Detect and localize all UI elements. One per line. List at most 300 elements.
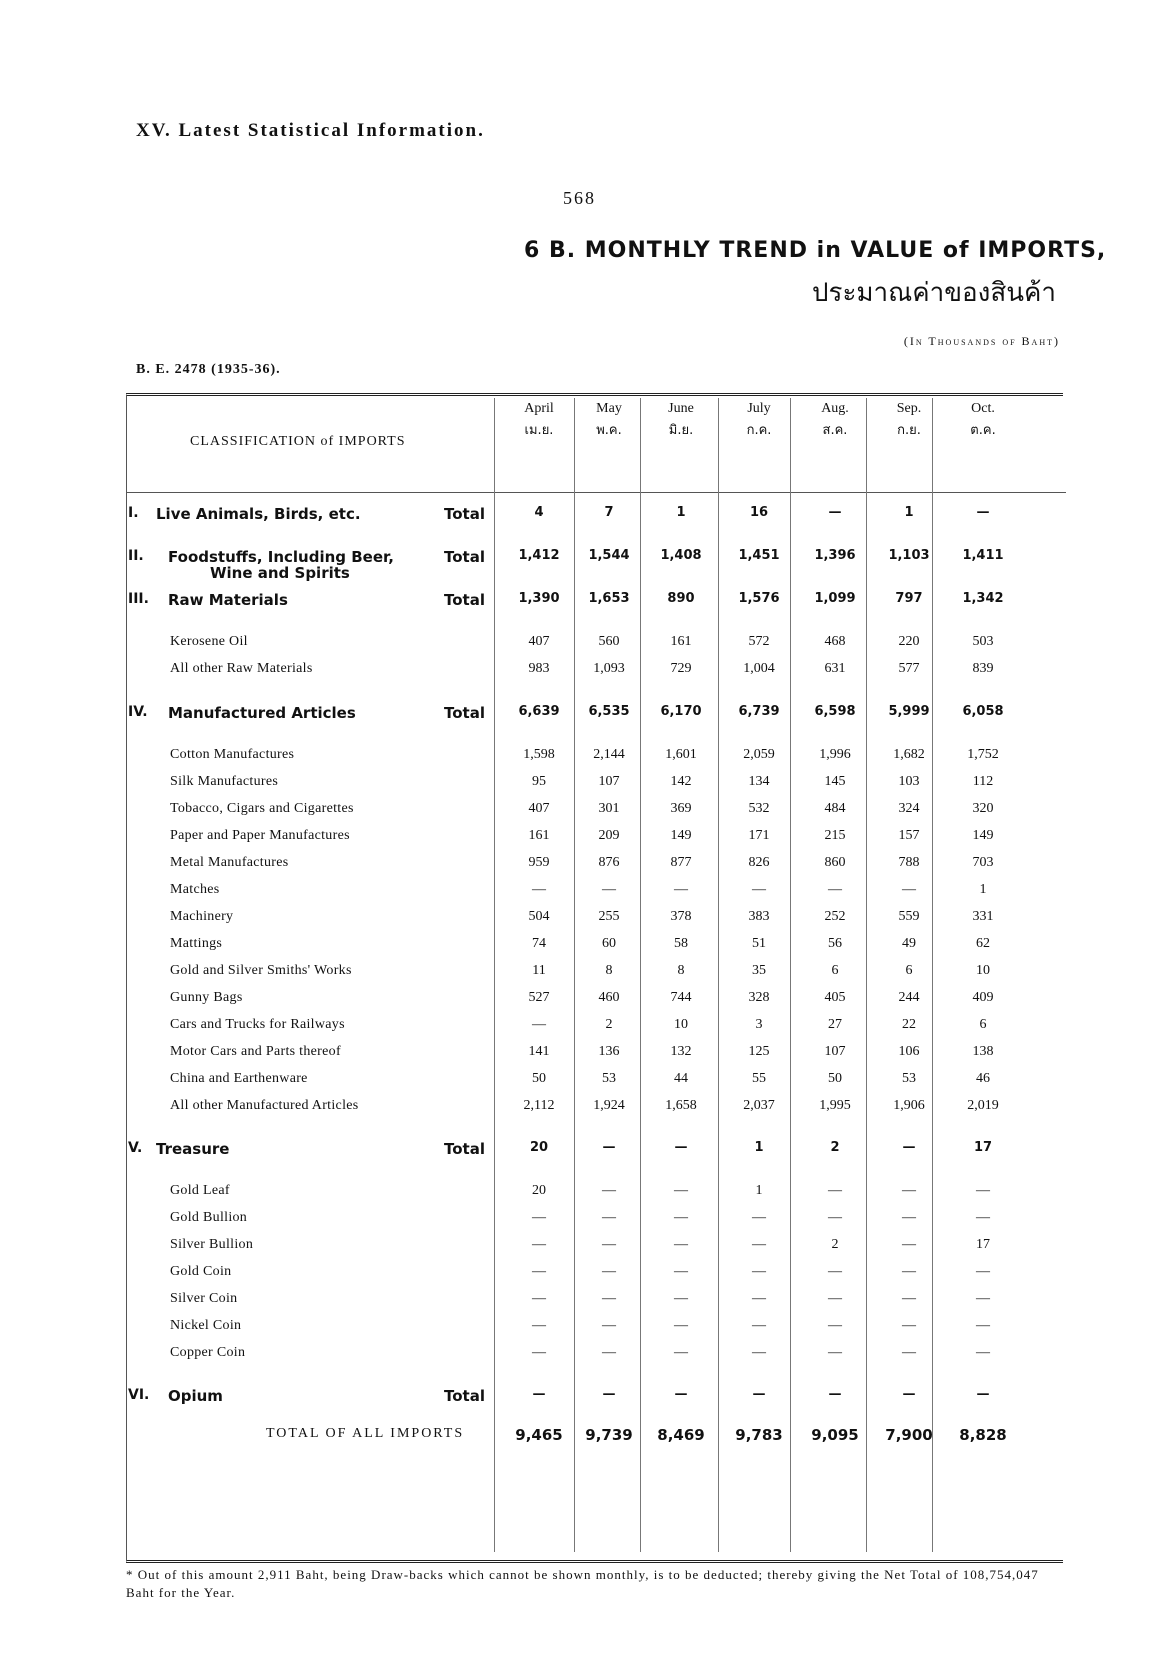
value-cell: 2,019 bbox=[967, 1098, 999, 1113]
value-cell: 1,451 bbox=[738, 548, 780, 563]
value-cell: 890 bbox=[667, 591, 695, 606]
value-cell: — bbox=[752, 882, 766, 897]
total-tag: Total bbox=[444, 1387, 485, 1405]
table-row bbox=[126, 747, 1066, 775]
table-row bbox=[126, 1291, 1066, 1319]
value-cell: 407 bbox=[528, 801, 550, 816]
column-rule bbox=[494, 398, 495, 1552]
month-header bbox=[642, 398, 720, 442]
value-cell: 74 bbox=[532, 936, 546, 951]
value-cell: 138 bbox=[972, 1044, 994, 1059]
total-tag: Total bbox=[444, 591, 485, 609]
value-cell: — bbox=[976, 1210, 990, 1225]
value-cell: 44 bbox=[674, 1071, 688, 1086]
value-cell: 839 bbox=[972, 661, 994, 676]
value-cell: — bbox=[828, 1264, 842, 1279]
value-cell: 328 bbox=[748, 990, 770, 1005]
value-cell: 35 bbox=[752, 963, 766, 978]
value-cell: 252 bbox=[824, 909, 846, 924]
group-total-row bbox=[126, 1387, 1066, 1415]
item-label: Silk Manufactures bbox=[170, 774, 279, 789]
value-cell: 51 bbox=[752, 936, 766, 951]
value-cell: 10 bbox=[976, 963, 990, 978]
item-label: All other Manufactured Articles bbox=[170, 1098, 359, 1113]
value-cell: 6 bbox=[979, 1017, 987, 1032]
group-label: Treasure bbox=[156, 1140, 230, 1158]
value-cell: 46 bbox=[976, 1071, 990, 1086]
table-row bbox=[126, 828, 1066, 856]
value-cell: — bbox=[976, 1387, 990, 1402]
value-cell: 1,103 bbox=[888, 548, 930, 563]
item-label: Motor Cars and Parts thereof bbox=[170, 1044, 341, 1059]
value-cell: 744 bbox=[670, 990, 692, 1005]
value-cell: 1,906 bbox=[893, 1098, 925, 1113]
value-cell: 1,412 bbox=[518, 548, 560, 563]
value-cell: 1,408 bbox=[660, 548, 702, 563]
value-cell: 16 bbox=[749, 505, 769, 520]
value-cell: 1,544 bbox=[588, 548, 630, 563]
value-cell: — bbox=[902, 1183, 916, 1198]
table-row bbox=[126, 1017, 1066, 1045]
value-cell: — bbox=[602, 1264, 616, 1279]
value-cell: 22 bbox=[902, 1017, 916, 1032]
value-cell: 134 bbox=[748, 774, 770, 789]
month-name-thai: เม.ย. bbox=[524, 423, 554, 438]
value-cell: — bbox=[828, 1183, 842, 1198]
value-cell: — bbox=[602, 1291, 616, 1306]
value-cell: — bbox=[828, 1210, 842, 1225]
value-cell: — bbox=[752, 1318, 766, 1333]
value-cell: 20 bbox=[529, 1140, 549, 1155]
value-cell: — bbox=[674, 1387, 688, 1402]
column-rule bbox=[790, 398, 791, 1552]
value-cell: 2 bbox=[605, 1017, 613, 1032]
value-cell: 55 bbox=[752, 1071, 766, 1086]
value-cell: — bbox=[976, 1345, 990, 1360]
value-cell: 209 bbox=[598, 828, 620, 843]
value-cell: 1,996 bbox=[819, 747, 851, 762]
value-cell: 255 bbox=[598, 909, 620, 924]
thai-title: ประมาณค่าของสินค้า bbox=[811, 278, 1056, 308]
value-cell: 3 bbox=[755, 1017, 763, 1032]
value-cell: 301 bbox=[598, 801, 620, 816]
value-cell: 1 bbox=[754, 1140, 764, 1155]
value-cell: 504 bbox=[528, 909, 550, 924]
value-cell: 2,144 bbox=[593, 747, 625, 762]
value-cell: — bbox=[532, 882, 546, 897]
value-cell: 2 bbox=[831, 1237, 839, 1252]
month-header bbox=[944, 398, 1022, 442]
value-cell: — bbox=[828, 1345, 842, 1360]
value-cell: 141 bbox=[528, 1044, 550, 1059]
column-rule bbox=[932, 398, 933, 1552]
value-cell: 788 bbox=[898, 855, 920, 870]
table-row bbox=[126, 661, 1066, 689]
value-cell: 49 bbox=[902, 936, 916, 951]
value-cell: 6 bbox=[831, 963, 839, 978]
value-cell: — bbox=[902, 1345, 916, 1360]
value-cell: — bbox=[976, 1291, 990, 1306]
item-label: Gunny Bags bbox=[170, 990, 243, 1005]
value-cell: — bbox=[902, 1291, 916, 1306]
section-title: XV. Latest Statistical Information. bbox=[136, 120, 485, 141]
value-cell: — bbox=[828, 882, 842, 897]
table-row bbox=[126, 936, 1066, 964]
value-cell: — bbox=[602, 1318, 616, 1333]
value-cell: 6,639 bbox=[518, 704, 560, 719]
value-cell: 1,924 bbox=[593, 1098, 625, 1113]
value-cell: 8,828 bbox=[959, 1426, 1007, 1444]
table-row bbox=[126, 801, 1066, 829]
value-cell: 17 bbox=[973, 1140, 993, 1155]
value-cell: 62 bbox=[976, 936, 990, 951]
value-cell: — bbox=[902, 1318, 916, 1333]
value-cell: 383 bbox=[748, 909, 770, 924]
value-cell: 577 bbox=[898, 661, 920, 676]
value-cell: — bbox=[828, 1387, 842, 1402]
grand-total-label: TOTAL OF ALL IMPORTS bbox=[266, 1426, 465, 1441]
value-cell: 826 bbox=[748, 855, 770, 870]
month-name-thai: ส.ค. bbox=[822, 423, 848, 438]
value-cell: 2,059 bbox=[743, 747, 775, 762]
table-row bbox=[126, 1044, 1066, 1072]
value-cell: — bbox=[602, 882, 616, 897]
value-cell: 244 bbox=[898, 990, 920, 1005]
month-name: April bbox=[524, 401, 554, 416]
value-cell: 8 bbox=[677, 963, 685, 978]
value-cell: — bbox=[828, 1318, 842, 1333]
value-cell: — bbox=[602, 1237, 616, 1252]
value-cell: 369 bbox=[670, 801, 692, 816]
total-tag: Total bbox=[444, 505, 485, 523]
column-rule bbox=[640, 398, 641, 1552]
value-cell: 503 bbox=[972, 634, 994, 649]
table-row bbox=[126, 774, 1066, 802]
header-rule bbox=[126, 492, 1066, 493]
group-number: II. bbox=[128, 548, 144, 564]
value-cell: 4 bbox=[534, 505, 544, 520]
month-header bbox=[500, 398, 578, 442]
value-cell: 729 bbox=[670, 661, 692, 676]
value-cell: 161 bbox=[528, 828, 550, 843]
value-cell: 1,342 bbox=[962, 591, 1004, 606]
value-cell: — bbox=[674, 1237, 688, 1252]
value-cell: 50 bbox=[532, 1071, 546, 1086]
table-row bbox=[126, 990, 1066, 1018]
value-cell: — bbox=[674, 1318, 688, 1333]
month-header bbox=[796, 398, 874, 442]
value-cell: 559 bbox=[898, 909, 920, 924]
item-label: Paper and Paper Manufactures bbox=[170, 828, 350, 843]
value-cell: — bbox=[902, 882, 916, 897]
value-cell: 703 bbox=[972, 855, 994, 870]
value-cell: 58 bbox=[674, 936, 688, 951]
value-cell: — bbox=[674, 1210, 688, 1225]
value-cell: — bbox=[674, 1291, 688, 1306]
group-label: Raw Materials bbox=[168, 591, 288, 609]
group-total-row bbox=[126, 1140, 1066, 1168]
group-total-row bbox=[126, 591, 1066, 619]
item-label: Silver Bullion bbox=[170, 1237, 254, 1252]
value-cell: — bbox=[976, 1264, 990, 1279]
value-cell: 959 bbox=[528, 855, 550, 870]
value-cell: 484 bbox=[824, 801, 846, 816]
value-cell: 860 bbox=[824, 855, 846, 870]
value-cell: 532 bbox=[748, 801, 770, 816]
value-cell: 107 bbox=[598, 774, 620, 789]
value-cell: 53 bbox=[902, 1071, 916, 1086]
value-cell: 1 bbox=[904, 505, 914, 520]
group-label: Foodstuffs, Including Beer, bbox=[168, 548, 394, 566]
table-row bbox=[126, 1098, 1066, 1126]
value-cell: — bbox=[602, 1210, 616, 1225]
month-header bbox=[870, 398, 948, 442]
month-name: Oct. bbox=[971, 401, 995, 416]
value-cell: — bbox=[976, 1183, 990, 1198]
value-cell: 1 bbox=[676, 505, 686, 520]
item-label: All other Raw Materials bbox=[170, 661, 313, 676]
item-label: Machinery bbox=[170, 909, 234, 924]
value-cell: — bbox=[752, 1387, 766, 1402]
item-label: Gold and Silver Smiths' Works bbox=[170, 963, 352, 978]
month-name: May bbox=[596, 401, 622, 416]
grand-total-row bbox=[126, 1426, 1066, 1454]
value-cell: 460 bbox=[598, 990, 620, 1005]
value-cell: 320 bbox=[972, 801, 994, 816]
value-cell: 6,058 bbox=[962, 704, 1004, 719]
value-cell: 331 bbox=[972, 909, 994, 924]
value-cell: 149 bbox=[972, 828, 994, 843]
value-cell: 7 bbox=[604, 505, 614, 520]
value-cell: 103 bbox=[898, 774, 920, 789]
value-cell: 1,390 bbox=[518, 591, 560, 606]
value-cell: 1,752 bbox=[967, 747, 999, 762]
value-cell: — bbox=[828, 1291, 842, 1306]
value-cell: 1,653 bbox=[588, 591, 630, 606]
group-number: IV. bbox=[128, 704, 148, 720]
year-label: B. E. 2478 (1935-36). bbox=[136, 362, 281, 377]
table-row bbox=[126, 1183, 1066, 1211]
item-label: Metal Manufactures bbox=[170, 855, 289, 870]
value-cell: 797 bbox=[895, 591, 923, 606]
value-cell: 6,598 bbox=[814, 704, 856, 719]
value-cell: — bbox=[602, 1140, 616, 1155]
column-rule bbox=[866, 398, 867, 1552]
item-label: Gold Leaf bbox=[170, 1183, 230, 1198]
value-cell: — bbox=[902, 1264, 916, 1279]
group-label: Manufactured Articles bbox=[168, 704, 356, 722]
value-cell: 10 bbox=[674, 1017, 688, 1032]
value-cell: 407 bbox=[528, 634, 550, 649]
value-cell: 136 bbox=[598, 1044, 620, 1059]
value-cell: — bbox=[674, 1183, 688, 1198]
value-cell: 20 bbox=[532, 1183, 546, 1198]
month-name: July bbox=[747, 401, 771, 416]
value-cell: 106 bbox=[898, 1044, 920, 1059]
value-cell: — bbox=[532, 1237, 546, 1252]
value-cell: 53 bbox=[602, 1071, 616, 1086]
total-tag: Total bbox=[444, 704, 485, 722]
value-cell: 5,999 bbox=[888, 704, 930, 719]
value-cell: 27 bbox=[828, 1017, 842, 1032]
value-cell: — bbox=[532, 1387, 546, 1402]
month-name: Aug. bbox=[821, 401, 849, 416]
table-row bbox=[126, 1345, 1066, 1373]
value-cell: 95 bbox=[532, 774, 546, 789]
item-label: Matches bbox=[170, 882, 220, 897]
value-cell: 405 bbox=[824, 990, 846, 1005]
column-rule bbox=[574, 398, 575, 1552]
group-number: I. bbox=[128, 505, 139, 521]
value-cell: 1,411 bbox=[962, 548, 1004, 563]
month-header bbox=[570, 398, 648, 442]
value-cell: — bbox=[902, 1210, 916, 1225]
value-cell: — bbox=[976, 1318, 990, 1333]
value-cell: — bbox=[674, 1264, 688, 1279]
item-label: Silver Coin bbox=[170, 1291, 238, 1306]
value-cell: 1,004 bbox=[743, 661, 775, 676]
table-title: 6 B. MONTHLY TREND in VALUE of IMPORTS, bbox=[524, 238, 1107, 263]
month-name-thai: มิ.ย. bbox=[668, 423, 694, 438]
classification-header: CLASSIFICATION of IMPORTS bbox=[190, 434, 406, 449]
table-row bbox=[126, 909, 1066, 937]
month-name: Sep. bbox=[896, 401, 922, 416]
value-cell: 2,037 bbox=[743, 1098, 775, 1113]
value-cell: 1,099 bbox=[814, 591, 856, 606]
item-label: Copper Coin bbox=[170, 1345, 246, 1360]
table-row bbox=[126, 855, 1066, 883]
group-total-row bbox=[126, 505, 1066, 533]
value-cell: 2,112 bbox=[523, 1098, 555, 1113]
value-cell: 1,598 bbox=[523, 747, 555, 762]
item-label: Mattings bbox=[170, 936, 223, 951]
value-cell: — bbox=[828, 505, 842, 520]
total-tag: Total bbox=[444, 1140, 485, 1158]
value-cell: 1,576 bbox=[738, 591, 780, 606]
value-cell: 11 bbox=[532, 963, 546, 978]
item-label: Nickel Coin bbox=[170, 1318, 242, 1333]
value-cell: 1,601 bbox=[665, 747, 697, 762]
value-cell: 9,739 bbox=[585, 1426, 633, 1444]
value-cell: — bbox=[752, 1237, 766, 1252]
units-note: (In Thousands of Baht) bbox=[903, 334, 1060, 348]
table-row bbox=[126, 963, 1066, 991]
table-row bbox=[126, 882, 1066, 910]
value-cell: 378 bbox=[670, 909, 692, 924]
table-row bbox=[126, 634, 1066, 662]
value-cell: 132 bbox=[670, 1044, 692, 1059]
value-cell: 6,739 bbox=[738, 704, 780, 719]
value-cell: 1,396 bbox=[814, 548, 856, 563]
value-cell: 560 bbox=[598, 634, 620, 649]
value-cell: 220 bbox=[898, 634, 920, 649]
value-cell: — bbox=[602, 1183, 616, 1198]
value-cell: — bbox=[602, 1387, 616, 1402]
value-cell: — bbox=[532, 1318, 546, 1333]
item-label: Tobacco, Cigars and Cigarettes bbox=[170, 801, 354, 816]
value-cell: 6,170 bbox=[660, 704, 702, 719]
value-cell: 983 bbox=[528, 661, 550, 676]
value-cell: — bbox=[532, 1345, 546, 1360]
value-cell: 161 bbox=[670, 634, 692, 649]
value-cell: 112 bbox=[972, 774, 994, 789]
value-cell: 215 bbox=[824, 828, 846, 843]
table-row bbox=[126, 1071, 1066, 1099]
group-total-row bbox=[126, 548, 1066, 582]
table-row bbox=[126, 1318, 1066, 1346]
value-cell: 107 bbox=[824, 1044, 846, 1059]
value-cell: 1,093 bbox=[593, 661, 625, 676]
value-cell: — bbox=[674, 1140, 688, 1155]
value-cell: — bbox=[752, 1291, 766, 1306]
month-name-thai: ก.ย. bbox=[897, 423, 921, 438]
value-cell: 409 bbox=[972, 990, 994, 1005]
value-cell: 6 bbox=[905, 963, 913, 978]
value-cell: 572 bbox=[748, 634, 770, 649]
value-cell: 1,682 bbox=[893, 747, 925, 762]
month-name: June bbox=[668, 401, 694, 416]
value-cell: 1,995 bbox=[819, 1098, 851, 1113]
value-cell: 877 bbox=[670, 855, 692, 870]
value-cell: 56 bbox=[828, 936, 842, 951]
value-cell: 8,469 bbox=[657, 1426, 705, 1444]
item-label: Gold Coin bbox=[170, 1264, 232, 1279]
value-cell: 9,465 bbox=[515, 1426, 563, 1444]
value-cell: 125 bbox=[748, 1044, 770, 1059]
value-cell: 1 bbox=[755, 1183, 763, 1198]
table-row bbox=[126, 1264, 1066, 1292]
value-cell: 468 bbox=[824, 634, 846, 649]
value-cell: — bbox=[752, 1264, 766, 1279]
footnote: * Out of this amount 2,911 Baht, being Draw-backs which cannot be shown monthly, is to be deducted; thereby giving the Net Total of 108,754,047 Baht for the Year. bbox=[126, 1567, 1039, 1600]
value-cell: 2 bbox=[830, 1140, 840, 1155]
group-label: Live Animals, Birds, etc. bbox=[156, 505, 361, 523]
value-cell: 7,900 bbox=[885, 1426, 933, 1444]
value-cell: 157 bbox=[898, 828, 920, 843]
value-cell: — bbox=[902, 1237, 916, 1252]
month-name-thai: พ.ค. bbox=[596, 423, 622, 438]
value-cell: 324 bbox=[898, 801, 920, 816]
value-cell: — bbox=[674, 882, 688, 897]
value-cell: — bbox=[532, 1210, 546, 1225]
value-cell: — bbox=[902, 1387, 916, 1402]
table-row bbox=[126, 1210, 1066, 1238]
value-cell: 60 bbox=[602, 936, 616, 951]
value-cell: — bbox=[532, 1291, 546, 1306]
value-cell: 9,095 bbox=[811, 1426, 859, 1444]
value-cell: 631 bbox=[824, 661, 846, 676]
value-cell: 8 bbox=[605, 963, 613, 978]
group-number: VI. bbox=[128, 1387, 150, 1403]
value-cell: — bbox=[976, 505, 990, 520]
page-number: 568 bbox=[563, 188, 596, 208]
value-cell: 50 bbox=[828, 1071, 842, 1086]
value-cell: 171 bbox=[748, 828, 770, 843]
value-cell: — bbox=[532, 1017, 546, 1032]
group-label: Opium bbox=[168, 1387, 223, 1405]
month-name-thai: ต.ค. bbox=[970, 423, 996, 438]
group-total-row bbox=[126, 704, 1066, 732]
value-cell: — bbox=[532, 1264, 546, 1279]
group-number: III. bbox=[128, 591, 149, 607]
value-cell: 527 bbox=[528, 990, 550, 1005]
item-label: Kerosene Oil bbox=[170, 634, 248, 649]
total-tag: Total bbox=[444, 548, 485, 566]
value-cell: 1,658 bbox=[665, 1098, 697, 1113]
column-rule bbox=[718, 398, 719, 1552]
item-label: Cotton Manufactures bbox=[170, 747, 295, 762]
month-name-thai: ก.ค. bbox=[746, 423, 772, 438]
